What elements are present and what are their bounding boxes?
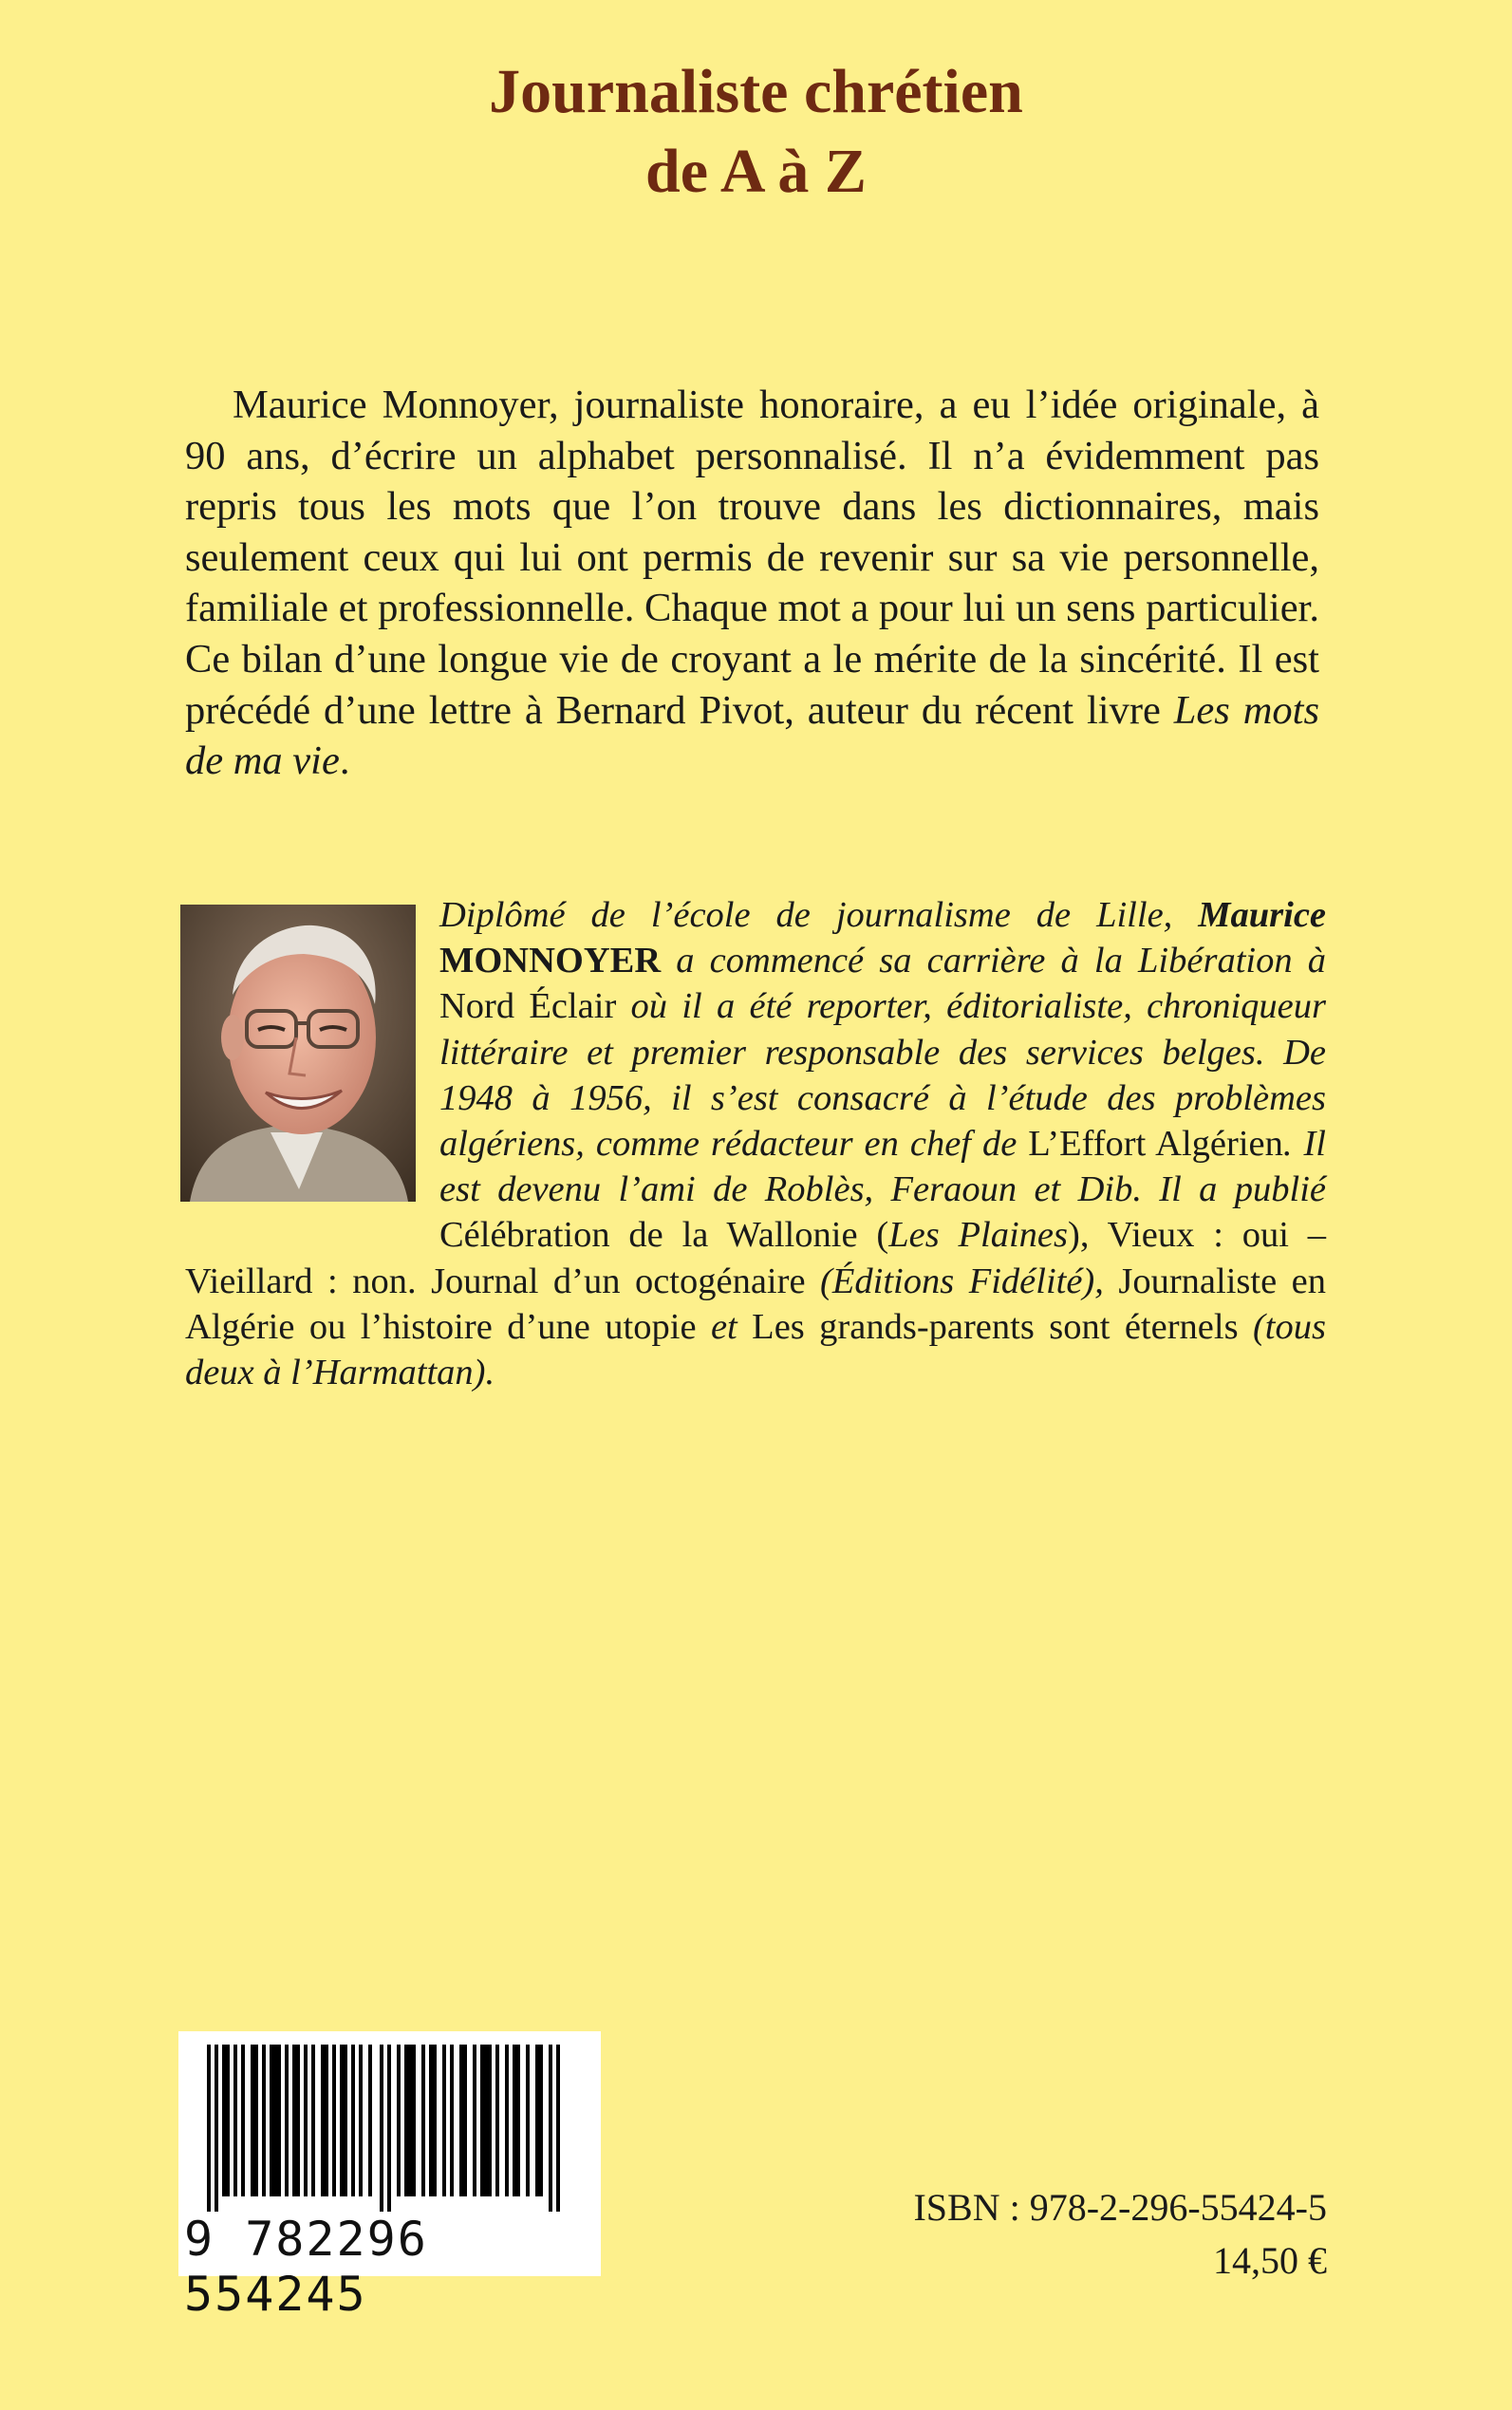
bio-text-7: et [696,1306,753,1347]
title-line-2: de A à Z [645,137,867,206]
bio-text-2: a commencé sa carrière à la Libération à [661,941,1326,981]
bio-text-1: Diplômé de l’école de journalisme de Lille, [439,895,1199,935]
author-last-name: MONNOYER [439,941,662,981]
bio-text-6: ), [1068,1215,1108,1256]
bio-book-4: Les grands-parents sont éternels [752,1306,1239,1347]
bio-publisher-2: (Éditions Fidélité), [805,1261,1119,1301]
bio-book-1: Célébration de la Wallonie [439,1215,858,1256]
book-title [0,52,1512,212]
bio-text-5: ( [857,1215,889,1256]
bio-newspaper: Nord Éclair [439,986,617,1027]
summary-text: Maurice Monnoyer, journaliste honoraire, a eu l’idée originale, à 90 ans, d’écrire un alphabet personnalisé. Il n’a évidemment pas repris tous les mots que l’on trouve dans les dictionnaires, mais seulement ceux qui lui ont permis de revenir sur sa vie personnelle, familiale et professionnelle. Chaque mot a pour lui un sens particulier. Ce bilan d’une longue vie de croyant a le mérite de la sincérité. Il est précédé d’une lettre à Bernard Pivot, auteur du récent livre [185,383,1319,733]
summary-paragraph [185,380,1319,787]
author-first-name: Maurice [1198,895,1326,935]
bio-text-4: . Il est devenu l’ami de Roblès, Feraoun et Dib. Il a publié [439,1124,1326,1210]
summary-book-title: Les mots de ma vie [185,687,1319,784]
summary-end: . [339,738,350,784]
barcode-bars [178,2031,601,2212]
isbn-label: ISBN : 978-2-296-55424-5 [913,2186,1327,2229]
barcode [178,2031,601,2322]
title-line-1: Journaliste chrétien [489,57,1023,126]
price-label: 14,50 € [1213,2239,1327,2282]
bio-book-2: Vieux : oui – Vieillard : non. Journal d’un octogénaire [185,1215,1326,1301]
bio-newspaper-2: L’Effort Algérien [1028,1124,1283,1165]
bio-book-3: Journaliste en Algérie ou l’histoire d’une utopie [185,1261,1327,1347]
bio-publisher-1: Les Plaines [888,1215,1068,1256]
author-photo [180,905,416,1202]
bio-publisher-3: (tous deux à l’Harmattan). [185,1306,1326,1393]
author-portrait-image [180,905,416,1202]
barcode-digits: 9 782296 554245 [184,2212,428,2322]
bio-text-3: où il a été reporter, éditorialiste, chroniqueur littéraire et premier responsable des services belges. De 1948 à 1956, il s’est consacré à l’étude des problèmes algériens, comme rédacteur en chef de [439,986,1326,1165]
